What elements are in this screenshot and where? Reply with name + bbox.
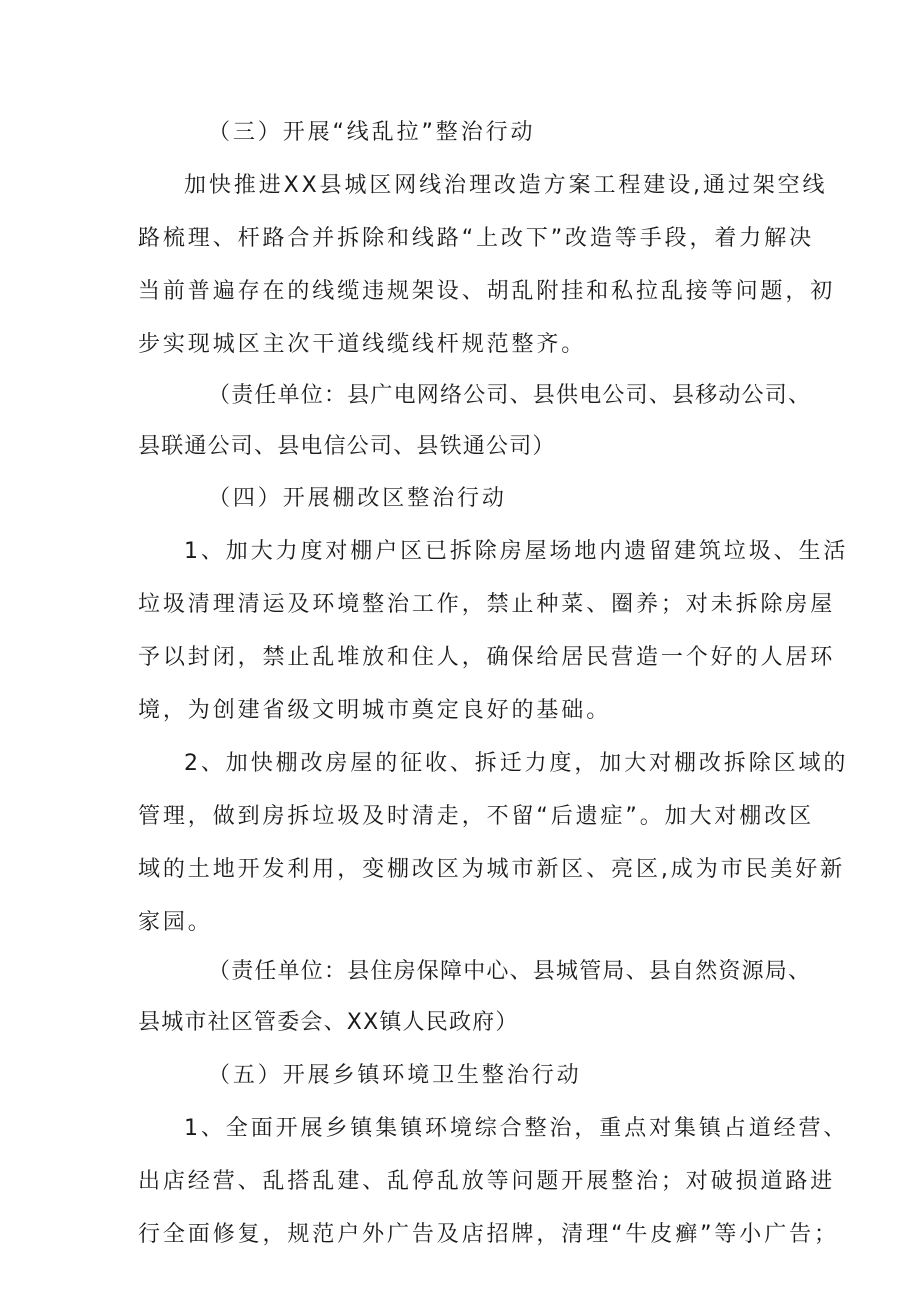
section-3-heading: （三）开展“线乱拉”整治行动 xyxy=(208,120,536,145)
section-5-item1-line: 1、全面开展乡镇集镇环境综合整治，重点对集镇占道经营、 xyxy=(184,1116,849,1141)
section-5-item1-line: 出店经营、乱搭乱建、乱停乱放等问题开展整治；对破损道路进 xyxy=(138,1169,836,1194)
section-5-heading: （五）开展乡镇环境卫生整治行动 xyxy=(208,1063,582,1088)
section-3-paragraph-line: 路梳理、杆路合并拆除和线路“上改下”改造等手段，着力解决 xyxy=(138,226,814,251)
section-4-responsibility-line: 县城市社区管委会、XX镇人民政府） xyxy=(138,1010,519,1035)
section-4-item2-line: 域的土地开发利用，变棚改区为城市新区、亮区,成为市民美好新 xyxy=(138,857,846,882)
section-4-item2-line: 2、加快棚改房屋的征收、拆迁力度，加大对棚改拆除区域的 xyxy=(184,751,849,776)
section-4-item2-line: 家园。 xyxy=(138,910,213,935)
section-4-item1-line: 垃圾清理清运及环境整治工作，禁止种菜、圈养；对未拆除房屋 xyxy=(138,592,836,617)
section-3-paragraph-line: 步实现城区主次干道线缆线杆规范整齐。 xyxy=(138,332,587,357)
section-3-responsibility-line: （责任单位：县广电网络公司、县供电公司、县移动公司、 xyxy=(208,383,812,408)
section-4-item1-line: 境，为创建省级文明城市奠定良好的基础。 xyxy=(138,698,612,723)
section-4-item1-line: 予以封闭，禁止乱堆放和住人，确保给居民营造一个好的人居环 xyxy=(138,645,836,670)
section-4-heading: （四）开展棚改区整治行动 xyxy=(208,486,507,511)
section-3-paragraph-line: 当前普遍存在的线缆违规架设、胡乱附挂和私拉乱接等问题，初 xyxy=(138,279,836,304)
section-3-paragraph-line: 加快推进XX县城区网线治理改造方案工程建设,通过架空线 xyxy=(184,173,828,198)
section-4-responsibility-line: （责任单位：县住房保障中心、县城管局、县自然资源局、 xyxy=(208,959,812,984)
section-5-item1-line: 行全面修复，规范户外广告及店招牌，清理“牛皮癣”等小广告； xyxy=(138,1222,839,1247)
section-3-responsibility-line: 县联通公司、县电信公司、县铁通公司） xyxy=(138,434,556,459)
section-4-item2-line: 管理，做到房拆垃圾及时清走，不留“后遗症”。加大对棚改区 xyxy=(138,804,814,829)
section-4-item1-line: 1、加大力度对棚户区已拆除房屋场地内遗留建筑垃圾、生活 xyxy=(184,539,849,564)
